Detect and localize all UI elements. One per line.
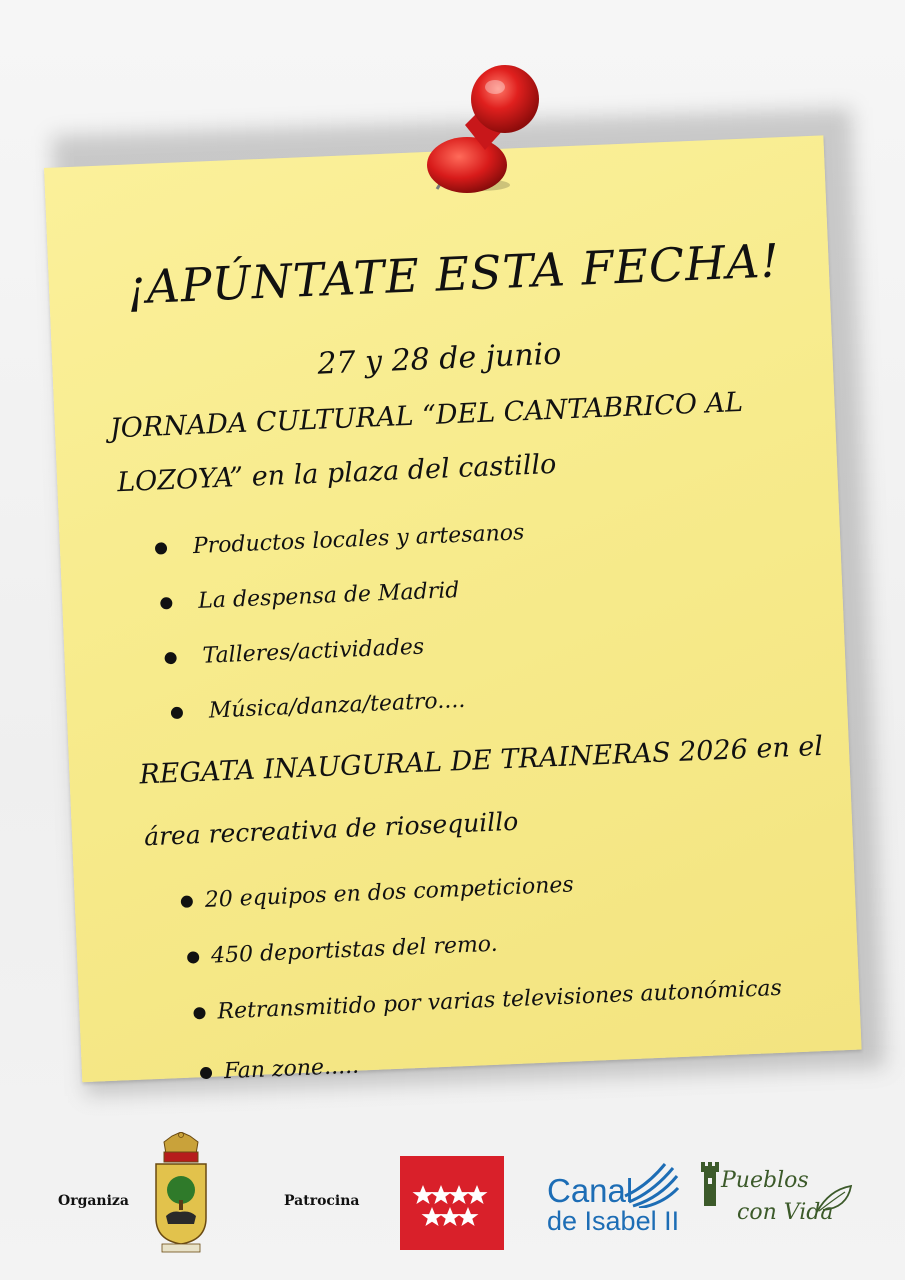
list-item: 20 equipos en dos competiciones — [180, 872, 574, 913]
bullet-icon — [181, 895, 193, 907]
pueblos-word2: con Vida — [737, 1200, 834, 1225]
list-item: Talleres/actividades — [164, 635, 425, 671]
canal-de-isabel-ii-logo — [545, 1162, 685, 1244]
leaf-icon — [815, 1184, 853, 1214]
list-item: La despensa de Madrid — [160, 578, 460, 616]
canal-waves-icon — [623, 1162, 679, 1208]
bullet-icon — [193, 1006, 205, 1018]
organiza-label: Organiza — [58, 1193, 129, 1209]
push-pin-icon — [425, 55, 555, 195]
bullet-icon — [200, 1066, 212, 1078]
bullet-icon — [171, 706, 183, 718]
bullet-icon — [160, 597, 172, 609]
castle-tower-icon — [699, 1162, 721, 1206]
section1-heading-line1: JORNADA CULTURAL “DEL CANTABRICO AL — [109, 386, 744, 445]
section2-heading-line1: REGATA INAUGURAL DE TRAINERAS 2026 en el — [138, 730, 824, 791]
canal-line2: de Isabel II — [547, 1206, 680, 1236]
sticky-note — [44, 135, 862, 1085]
section2-heading-line2: área recreativa de riosequillo — [143, 806, 519, 852]
note-title: ¡APÚNTATE ESTA FECHA! — [125, 233, 781, 315]
bullet-icon — [164, 651, 176, 663]
patrocina-label: Patrocina — [284, 1193, 360, 1209]
bullet-icon — [155, 542, 167, 554]
canal-line1: Canal — [547, 1172, 634, 1209]
list-item: 450 deportistas del remo. — [187, 932, 499, 970]
list-item: Fan zone..... — [200, 1054, 360, 1086]
event-date: 27 y 28 de junio — [316, 336, 562, 382]
list-item: Productos locales y artesanos — [154, 520, 524, 560]
section1-heading-line2: LOZOYA” en la plaza del castillo — [116, 448, 557, 499]
pueblos-word1: Pueblos — [721, 1168, 809, 1193]
list-item: Retransmitido por varias televisiones autonómicas — [193, 976, 782, 1026]
municipal-coat-of-arms-icon — [146, 1132, 216, 1258]
bullet-icon — [187, 951, 199, 963]
pueblos-con-vida-logo — [697, 1158, 857, 1238]
comunidad-de-madrid-flag-icon — [400, 1156, 504, 1250]
list-item: Música/danza/teatro.... — [170, 688, 465, 725]
